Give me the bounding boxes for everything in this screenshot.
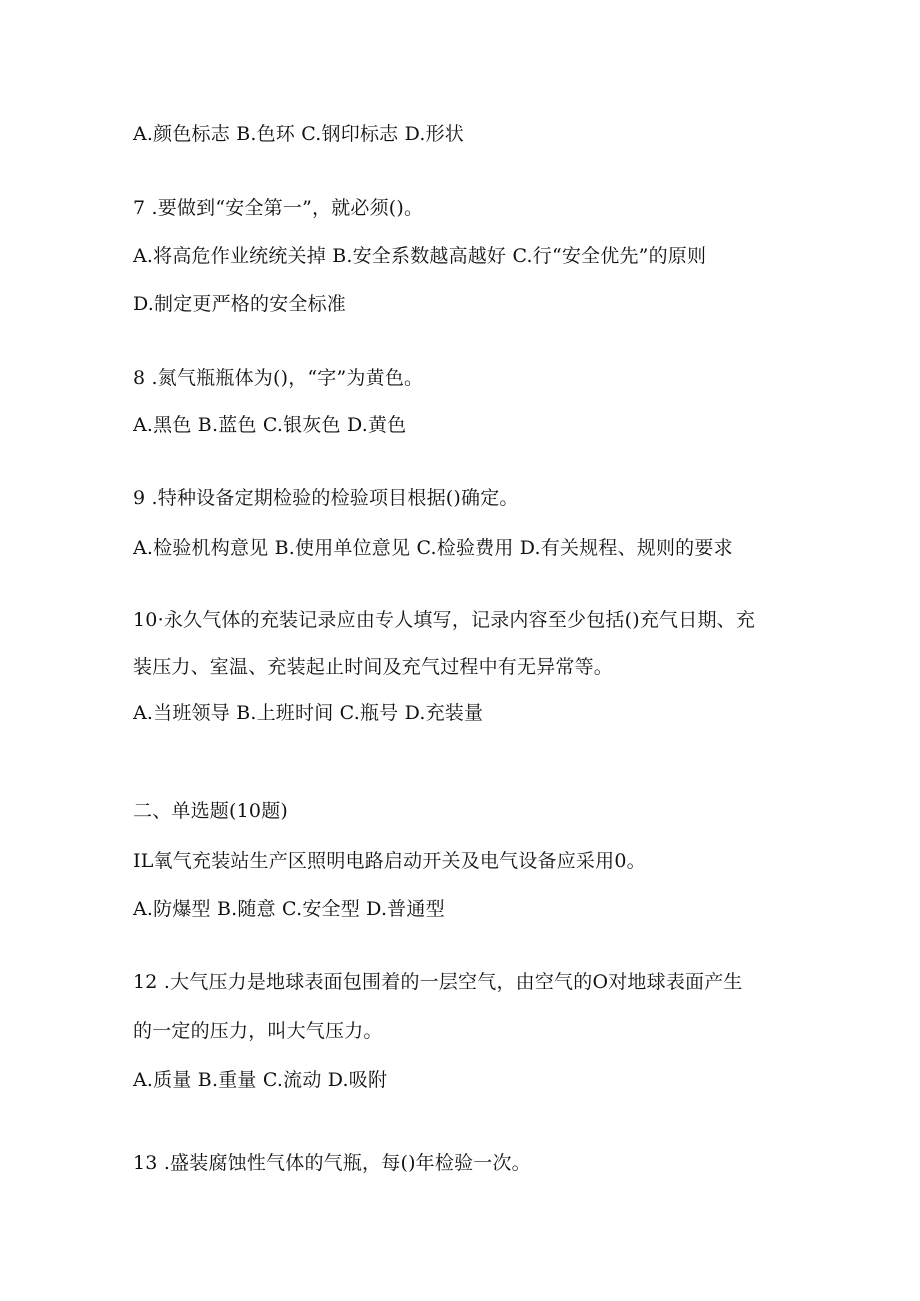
q12-stem-line1: 12 .大气压力是地球表面包围着的一层空气，由空气的O对地球表面产生 bbox=[133, 971, 743, 993]
section-heading: 二、单选题(10题) bbox=[133, 800, 289, 822]
q10-stem-line2: 装压力、室温、充装起止时间及充气过程中有无异常等。 bbox=[133, 656, 614, 678]
q10-options: A.当班领导 B.上班时间 C.瓶号 D.充装量 bbox=[133, 702, 484, 724]
q12-stem-line2: 的一定的压力，叫大气压力。 bbox=[133, 1020, 383, 1042]
q8-stem: 8 .氮气瓶瓶体为()，“字”为黄色。 bbox=[133, 367, 424, 389]
q11-stem: IL氧气充装站生产区照明电路启动开关及电气设备应采用0。 bbox=[133, 850, 646, 872]
q6-options: A.颜色标志 B.色环 C.钢印标志 D.形状 bbox=[133, 123, 464, 145]
q11-options: A.防爆型 B.随意 C.安全型 D.普通型 bbox=[133, 898, 445, 920]
q12-options: A.质量 B.重量 C.流动 D.吸附 bbox=[133, 1069, 388, 1091]
q8-options: A.黑色 B.蓝色 C.银灰色 D.黄色 bbox=[133, 414, 407, 436]
q7-options-line2: D.制定更严格的安全标准 bbox=[133, 293, 346, 315]
q9-stem: 9 .特种设备定期检验的检验项目根据()确定。 bbox=[133, 487, 519, 509]
q7-options-line1: A.将高危作业统统关掉 B.安全系数越高越好 C.行“安全优先”的原则 bbox=[133, 245, 707, 267]
q7-stem: 7 .要做到“安全第一”，就必须()。 bbox=[133, 197, 424, 219]
q9-options: A.检验机构意见 B.使用单位意见 C.检验费用 D.有关规程、规则的要求 bbox=[133, 537, 733, 559]
q13-stem: 13 .盛装腐蚀性气体的气瓶，每()年检验一次。 bbox=[133, 1152, 531, 1174]
q10-stem-line1: 10·永久气体的充装记录应由专人填写，记录内容至少包括()充气日期、充 bbox=[133, 609, 756, 631]
